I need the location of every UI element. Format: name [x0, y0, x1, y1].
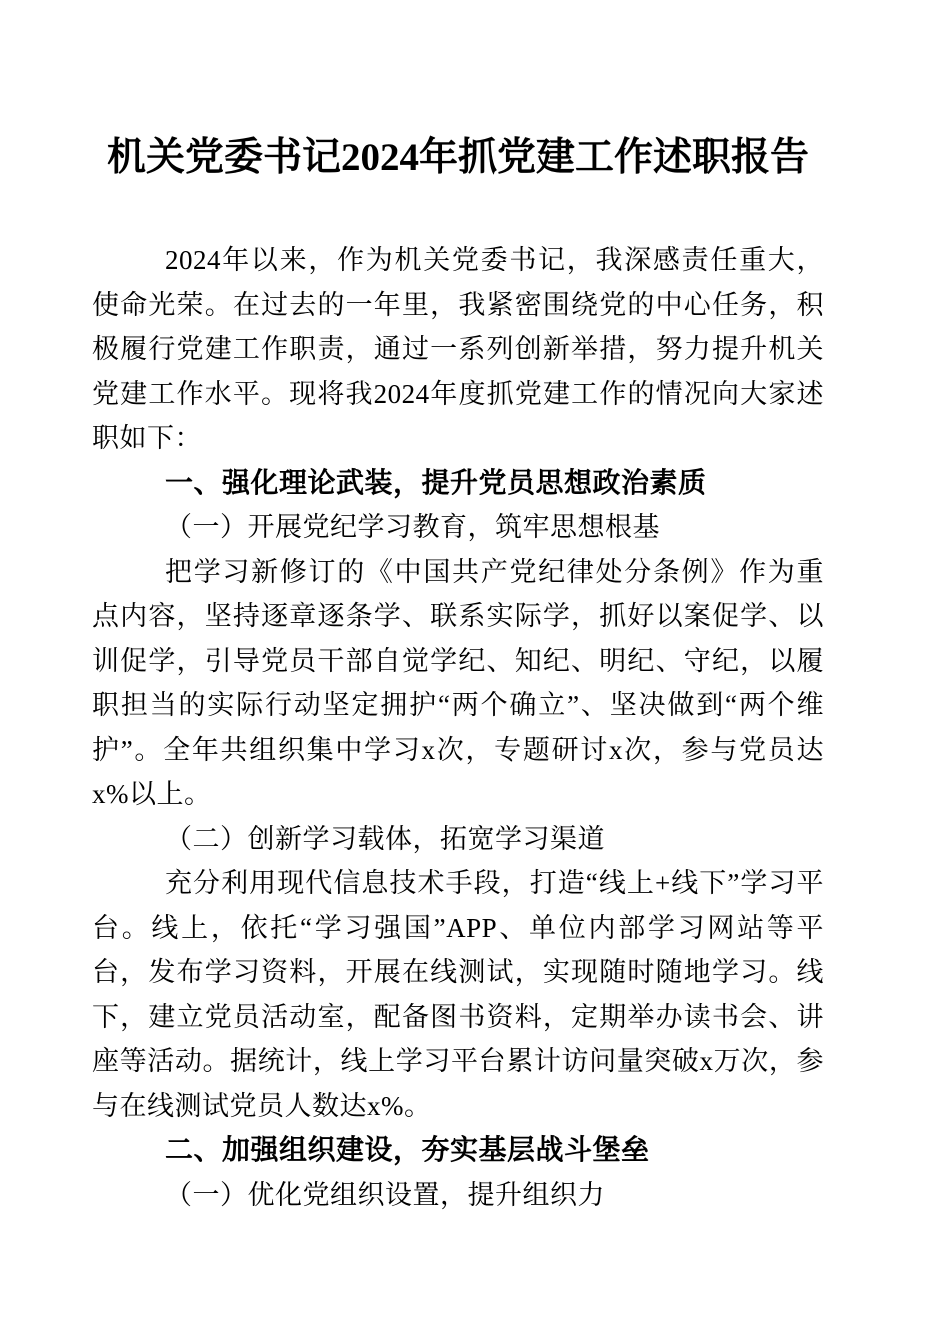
subsection-heading-1-2: （二）创新学习载体，拓宽学习渠道: [165, 823, 605, 854]
subsection-heading-1-1: （一）开展党纪学习教育，筑牢思想根基: [165, 512, 660, 542]
document-title: 机关党委书记2024年抓党建工作述职报告: [106, 136, 809, 179]
section-heading-2: 二、加强组织建设，夯实基层战斗堡垒: [165, 1134, 650, 1165]
intro-paragraph: 2024年以来，作为机关党委书记，我深感责任重大，使命光荣。在过去的一年里，我紧密围绕党的中心任务，积极履行党建工作职责，通过一系列创新举措，努力提升机关党建工作水平。现将我2024年度抓党建工作的情况向大家述职如下：: [92, 245, 824, 453]
document-content: [92, 126, 824, 1217]
paragraph-discipline-education: 把学习新修订的《中国共产党纪律处分条例》作为重点内容，坚持逐章逐条学、联系实际学，抓好以案促学、以训促学，引导党员干部自觉学纪、知纪、明纪、守纪，以履职担当的实际行动坚定拥护“两个确立”、坚决做到“两个维护”。全年共组织集中学习x次，专题研讨x次，参与党员达x%以上。: [92, 556, 824, 809]
subsection-heading-2-1: （一）优化党组织设置，提升组织力: [165, 1179, 605, 1210]
paragraph-learning-platform: 充分利用现代信息技术手段，打造“线上+线下”学习平台。线上，依托“学习强国”APP、单位内部学习网站等平台，发布学习资料，开展在线测试，实现随时随地学习。线下，建立党员活动室，配备图书资料，定期举办读书会、讲座等活动。据统计，线上学习平台累计访问量突破x万次，参与在线测试党员人数达x%。: [92, 868, 824, 1121]
section-heading-1: 一、强化理论武装，提升党员思想政治素质: [165, 466, 707, 498]
